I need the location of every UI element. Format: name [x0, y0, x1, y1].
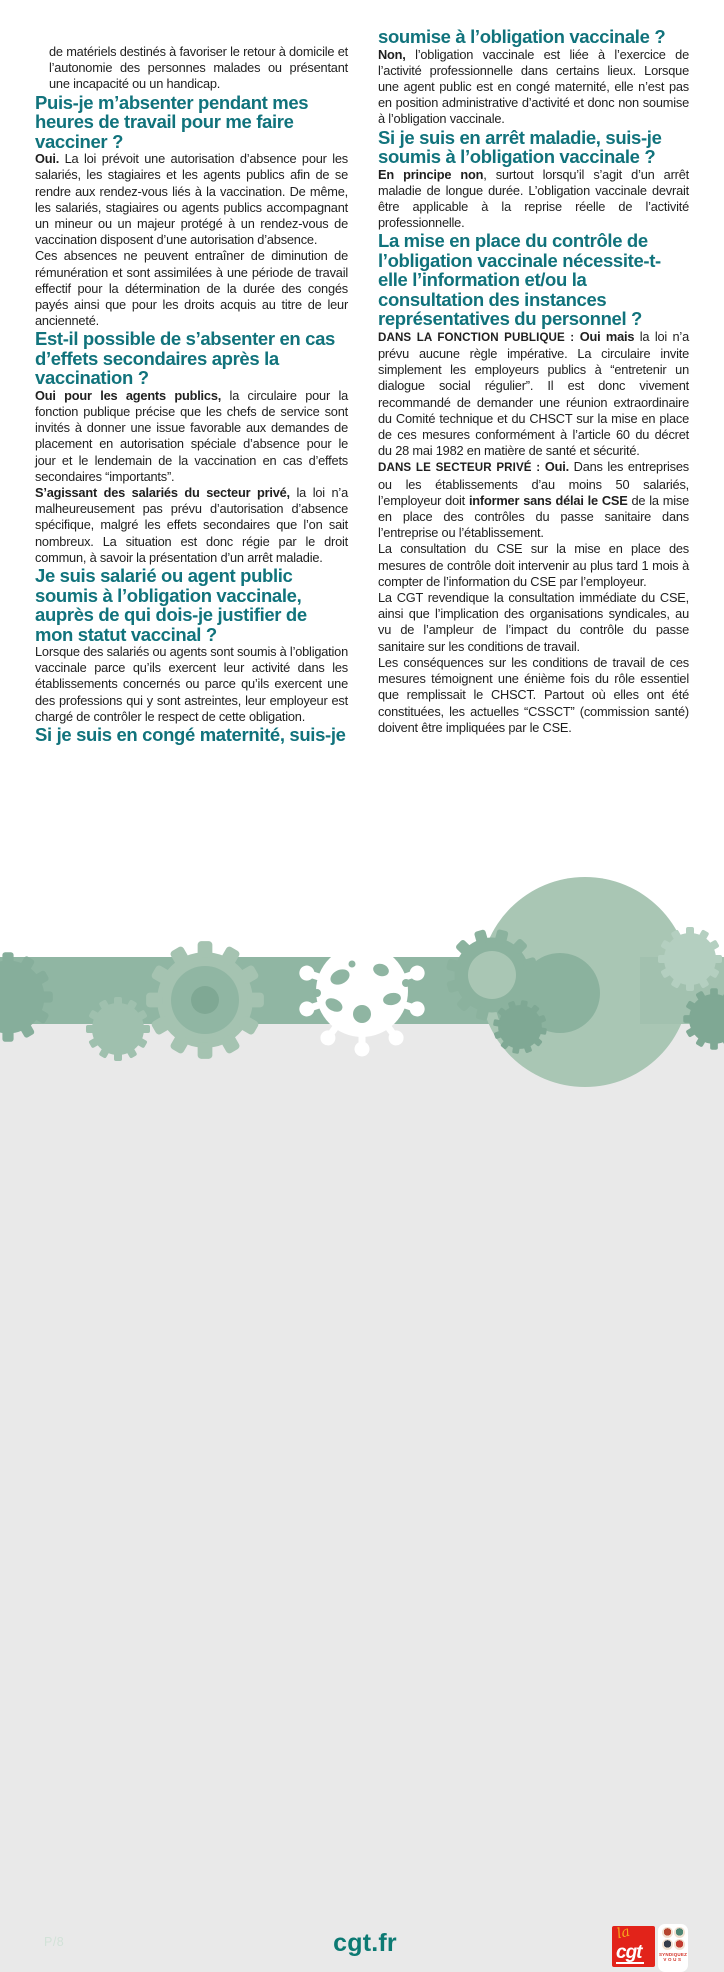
- text-segment: la loi n’a prévu aucune règle impérative. La circulaire invite simplement les employeurs publics à “entretenir un dialogue social régulier”. Il est donc vivement recommandé de demander une réunion extraordinaire du Comité technique et du CHSCT sur la mise en place de ces mesures conformément à l’article 60 du décret du 28 mai 1982 en matière de santé et sécurité.: [378, 328, 689, 459]
- question-heading-justifier-statut-vaccinal: Je suis salarié ou agent public soumis à l’obligation vaccinale, auprès de qui dois-je justifier de mon statut vaccinal ?: [35, 565, 307, 645]
- text-segment: Dans les entreprises ou les établissements d’au moins 50 salariés, l’employeur doit: [378, 459, 689, 508]
- text-segment: de la mise en place des contrôles du passe sanitaire dans l’entreprise ou l’établissement.: [378, 492, 689, 541]
- answer-paragraph: Lorsque des salariés ou agents sont soumis à l’obligation vaccinale parce qu’ils exercent leur activité dans les établissements concernés ou parce qu’ils exercent une des professions qui y sont astreintes, leur employeur est chargé de contrôler le respect de cette obligation.: [35, 644, 348, 724]
- question-heading-absence-pour-vaccination: Puis-je m’absenter pendant mes heures de travail pour me faire vacciner ?: [35, 91, 309, 152]
- answer-paragraph: [378, 459, 689, 541]
- question-heading-controle-instances: La mise en place du contrôle de l’obligation vaccinale nécessite-t-elle l’information et/ou la consultation des instances représentatives du personnel ?: [378, 230, 661, 330]
- cgt-logo-script: la: [615, 1923, 632, 1943]
- answer-paragraph: [35, 388, 348, 485]
- badge-label-line2: VOUS: [663, 1957, 683, 1962]
- footer: [0, 957, 724, 1963]
- answer-paragraph: La consultation du CSE sur la mise en place des mesures de contrôle doit intervenir au plus tard 1 mois à compter de l’information du CSE par l’employeur.: [378, 541, 689, 589]
- text-segment: La loi prévoit une autorisation d’absence pour les salariés, les stagiaires et les agents publics afin de se rendre aux rendez-vous liés à la vaccination. De même, les salariés, stagiaires ou agents publics accompagnant un mineur ou un majeur protégé à un rendez-vous de vaccination disposent d’une autorisation d’absence.: [35, 151, 348, 248]
- bold-inline: informer sans délai le CSE: [468, 492, 628, 508]
- bold-lead: Non,: [378, 46, 406, 62]
- answer-paragraph: [378, 329, 689, 460]
- avatar-icon: [662, 1927, 673, 1938]
- badge-avatars: [658, 1927, 688, 1950]
- virus-icon: [297, 926, 426, 1057]
- text-segment: la circulaire pour la fonction publique précise que les chefs de service sont invités à donner une issue favorable aux demandes de placement en autorisation spéciale d’absence pour le jour et le lendemain de la vaccination en cas d’effets secondaires “importants”.: [35, 387, 348, 484]
- answer-paragraph: La CGT revendique la consultation immédiate du CSE, ainsi que l’implication des organisations syndicales, au vu de l’ampleur de l’impact du contrôle du passe sanitaire sur les conditions de travail.: [378, 590, 689, 654]
- left-column: [35, 44, 348, 745]
- answer-paragraph: [35, 485, 348, 566]
- answer-paragraph: Les conséquences sur les conditions de travail de ces mesures témoignent une énième fois du rôle essentiel que remplissait le CHSCT. Partout où elles ont été constituées, les actuelles “CSSCT” (commission santé) doivent être impliquées par le CSE.: [378, 654, 689, 735]
- right-column: [378, 27, 689, 736]
- avatar-icon: [674, 1939, 685, 1950]
- continued-paragraph: de matériels destinés à favoriser le retour à domicile et l’autonomie des personnes malades ou présentant une incapacité ou un handicap.: [49, 44, 348, 92]
- answer-paragraph: [378, 167, 689, 232]
- question-heading-conge-maternite-end: soumise à l’obligation vaccinale ?: [378, 26, 666, 47]
- sector-label-secteur-prive: DANS LE SECTEUR PRIVÉ :: [378, 461, 545, 475]
- avatar-icon: [674, 1927, 685, 1938]
- sector-label-fonction-publique: DANS LA FONCTION PUBLIQUE :: [378, 330, 580, 344]
- question-heading-arret-maladie: Si je suis en arrêt maladie, suis-je soumis à l’obligation vaccinale ?: [378, 126, 662, 168]
- text-segment: l’obligation vaccinale est liée à l’exercice de l’activité professionnelle dans certains lieux. Lorsque une agent public est en congé maternité, elle n’est pas en position administrative d’activité et donc non soumise à l’obligation vaccinale.: [378, 46, 689, 127]
- site-url[interactable]: cgt.fr: [333, 1929, 397, 1957]
- bold-lead: Oui.: [544, 459, 569, 475]
- bold-lead: En principe non: [378, 166, 484, 182]
- answer-paragraph: [378, 47, 689, 128]
- bold-lead: Oui.: [35, 151, 60, 167]
- bold-lead: Oui mais: [579, 328, 635, 344]
- badge-label-line1: SYNDIQUEZ: [658, 1952, 688, 1957]
- answer-paragraph: Ces absences ne peuvent entraîner de diminution de rémunération et sont assimilées à une période de travail effectif pour la détermination de la durée des congés payés ainsi que pour les droits acquis au titre de leur ancienneté.: [35, 248, 348, 329]
- cgt-logo: [612, 1923, 655, 1967]
- cgt-logo-text: cgt: [616, 1942, 642, 1963]
- text-segment: , surtout lorsqu’il s’agit d’un arrêt maladie de longue durée. L’obligation vaccinale devrait être applicable à la reprise réelle de l’activité professionnelle.: [378, 166, 689, 231]
- bold-lead: S’agissant des salariés du secteur privé,: [35, 485, 290, 501]
- page-number: P/8: [44, 1935, 65, 1949]
- answer-paragraph: [35, 151, 348, 248]
- text-segment: la loi n’a malheureusement pas prévu d’autorisation d’absence spécifique, malgré les effets secondaires que l’on sait nombreux. La situation est donc régie par le droit commun, à savoir la présentation d’un arrêt maladie.: [35, 485, 348, 565]
- question-heading-conge-maternite-start: Si je suis en congé maternité, suis-je: [35, 724, 346, 746]
- question-heading-effets-secondaires: Est-il possible de s’absenter en cas d’effets secondaires après la vaccination ?: [35, 328, 335, 389]
- bold-lead: Oui pour les agents publics,: [35, 387, 222, 403]
- avatar-icon: [662, 1939, 673, 1950]
- footer-art: [0, 957, 724, 1024]
- syndiquez-vous-badge: [658, 1924, 688, 1972]
